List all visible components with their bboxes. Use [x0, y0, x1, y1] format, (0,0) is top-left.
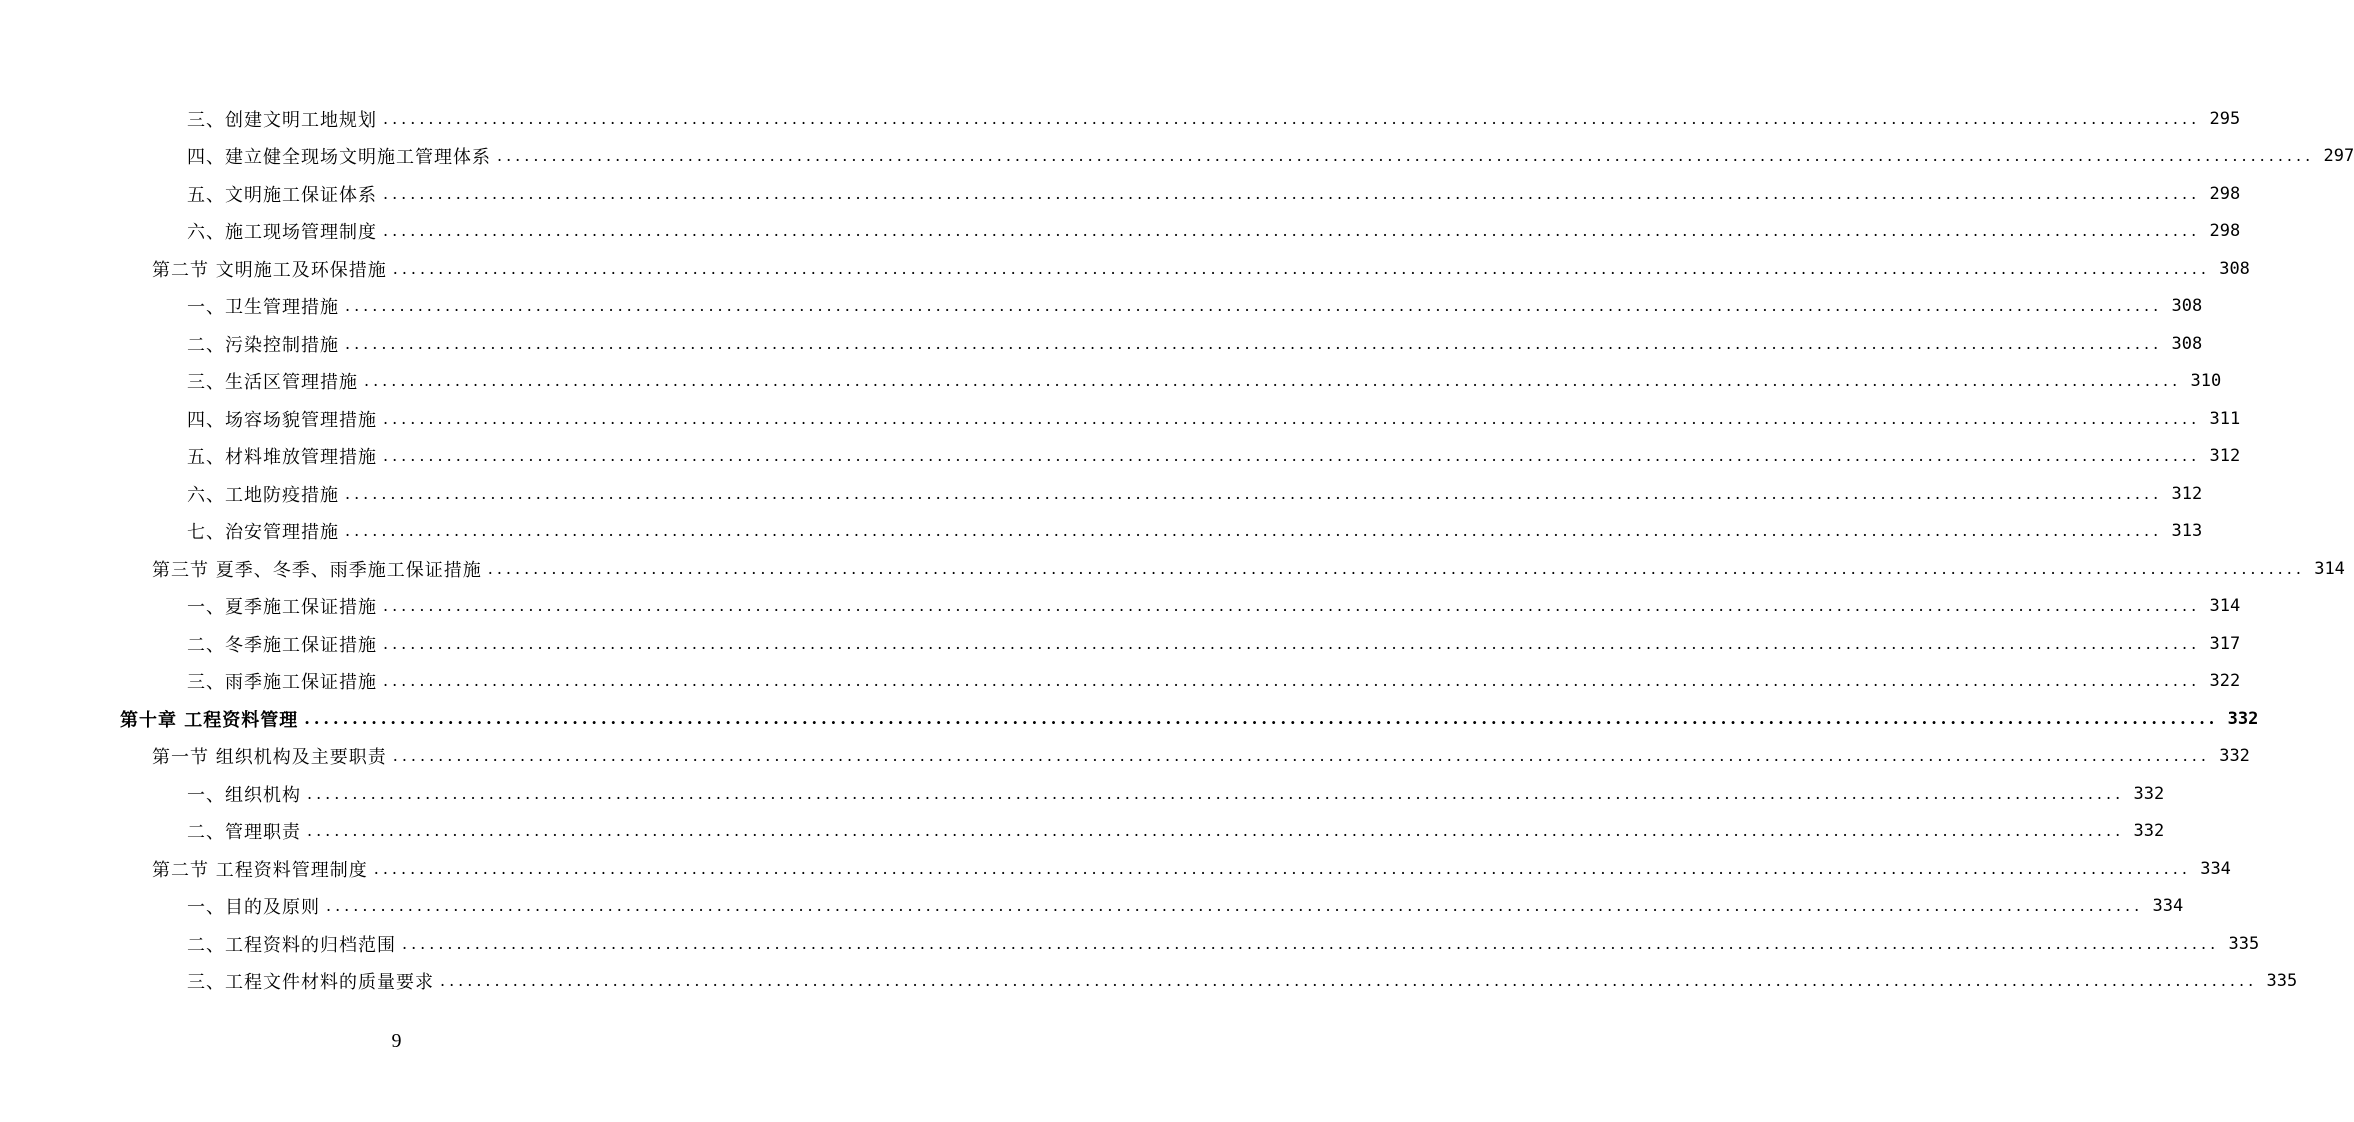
- toc-entry-title: 六、施工现场管理制度: [187, 222, 377, 244]
- toc-entry-title: 一、夏季施工保证措施: [187, 597, 377, 619]
- toc-dot-leader: ........................................................................................................................................................................................................: [307, 821, 2125, 841]
- toc-subsection-entry[interactable]: [0, 438, 2241, 476]
- toc-entry-page: 332: [2133, 783, 2165, 804]
- toc-dot-leader: ........................................................................................................................................................................................................: [487, 558, 2305, 578]
- toc-subsection-entry[interactable]: [0, 363, 2222, 401]
- toc-subsection-entry[interactable]: [0, 213, 2241, 251]
- toc-dot-leader: ........................................................................................................................................................................................................: [345, 333, 2163, 353]
- toc-subsection-entry[interactable]: [0, 400, 2241, 438]
- table-of-contents: [0, 100, 2354, 1000]
- toc-dot-leader: ........................................................................................................................................................................................................: [402, 933, 2220, 953]
- toc-subsection-entry[interactable]: [0, 325, 2203, 363]
- toc-entry-page: 314: [2209, 596, 2241, 617]
- toc-subsection-entry[interactable]: [0, 175, 2241, 213]
- toc-entry-title: 五、材料堆放管理措施: [187, 447, 377, 469]
- toc-chapter-entry[interactable]: [0, 700, 2259, 738]
- toc-entry-page: 308: [2171, 333, 2203, 354]
- toc-entry-title: 二、冬季施工保证措施: [187, 634, 377, 656]
- toc-dot-leader: ........................................................................................................................................................................................................: [345, 521, 2163, 541]
- toc-subsection-entry[interactable]: [0, 138, 2354, 176]
- toc-subsection-entry[interactable]: [0, 663, 2241, 701]
- toc-subsection-entry[interactable]: [0, 475, 2203, 513]
- toc-entry-page: 298: [2209, 183, 2241, 204]
- toc-subsection-entry[interactable]: [0, 588, 2241, 626]
- toc-entry-title: 一、目的及原则: [187, 897, 320, 919]
- toc-entry-title: 四、场容场貌管理措施: [187, 409, 377, 431]
- toc-section-entry[interactable]: [0, 250, 2250, 288]
- toc-entry-title: 第十章 工程资料管理: [120, 709, 299, 731]
- toc-dot-leader: ........................................................................................................................................................................................................: [383, 183, 2201, 203]
- toc-dot-leader: ........................................................................................................................................................................................................: [383, 446, 2201, 466]
- toc-dot-leader: ........................................................................................................................................................................................................: [345, 483, 2163, 503]
- toc-dot-leader: ........................................................................................................................................................................................................: [326, 896, 2144, 916]
- toc-subsection-entry[interactable]: [0, 625, 2241, 663]
- toc-entry-page: 297: [2323, 146, 2354, 167]
- toc-entry-page: 311: [2209, 408, 2241, 429]
- toc-subsection-entry[interactable]: [0, 888, 2184, 926]
- toc-entry-title: 二、工程资料的归档范围: [187, 934, 396, 956]
- toc-subsection-entry[interactable]: [0, 100, 2241, 138]
- toc-dot-leader: ........................................................................................................................................................................................................: [345, 296, 2163, 316]
- toc-entry-title: 五、文明施工保证体系: [187, 184, 377, 206]
- toc-entry-title: 七、治安管理措施: [187, 522, 339, 544]
- toc-entry-page: 334: [2152, 896, 2184, 917]
- toc-dot-leader: ........................................................................................................................................................................................................: [383, 108, 2201, 128]
- page-number: 9: [391, 1030, 402, 1052]
- toc-entry-page: 295: [2209, 108, 2241, 129]
- toc-entry-page: 332: [2227, 708, 2259, 729]
- toc-entry-title: 第二节 文明施工及环保措施: [152, 259, 387, 281]
- toc-dot-leader: ........................................................................................................................................................................................................: [440, 971, 2258, 991]
- toc-entry-page: 308: [2171, 296, 2203, 317]
- toc-entry-title: 六、工地防疫措施: [187, 484, 339, 506]
- toc-entry-page: 310: [2190, 371, 2222, 392]
- toc-section-entry[interactable]: [0, 738, 2250, 776]
- toc-section-entry[interactable]: [0, 850, 2231, 888]
- toc-subsection-entry[interactable]: [0, 288, 2203, 326]
- toc-dot-leader: ........................................................................................................................................................................................................: [392, 258, 2210, 278]
- toc-dot-leader: ........................................................................................................................................................................................................: [364, 371, 2182, 391]
- toc-dot-leader: ........................................................................................................................................................................................................: [383, 596, 2201, 616]
- toc-entry-page: 332: [2219, 746, 2250, 767]
- toc-entry-page: 322: [2209, 671, 2241, 692]
- toc-entry-title: 二、管理职责: [187, 822, 301, 844]
- toc-dot-leader: ........................................................................................................................................................................................................: [392, 746, 2210, 766]
- toc-section-entry[interactable]: [0, 550, 2345, 588]
- toc-entry-page: 334: [2200, 858, 2231, 879]
- toc-subsection-entry[interactable]: [0, 963, 2298, 1001]
- toc-dot-leader: ........................................................................................................................................................................................................: [383, 408, 2201, 428]
- toc-subsection-entry[interactable]: [0, 813, 2165, 851]
- toc-entry-title: 三、创建文明工地规划: [187, 109, 377, 131]
- toc-dot-leader: ........................................................................................................................................................................................................: [307, 783, 2125, 803]
- toc-entry-title: 三、雨季施工保证措施: [187, 672, 377, 694]
- toc-entry-title: 一、组织机构: [187, 784, 301, 806]
- toc-entry-page: 335: [2266, 971, 2298, 992]
- toc-entry-page: 335: [2228, 933, 2260, 954]
- toc-entry-page: 308: [2219, 258, 2250, 279]
- toc-entry-page: 312: [2209, 446, 2241, 467]
- toc-dot-leader: ........................................................................................................................................................................................................: [497, 146, 2315, 166]
- toc-dot-leader: ........................................................................................................................................................................................................: [383, 633, 2201, 653]
- toc-entry-title: 第一节 组织机构及主要职责: [152, 747, 387, 769]
- toc-entry-title: 二、污染控制措施: [187, 334, 339, 356]
- toc-entry-title: 三、生活区管理措施: [187, 372, 358, 394]
- toc-entry-title: 第二节 工程资料管理制度: [152, 859, 368, 881]
- toc-entry-page: 313: [2171, 521, 2203, 542]
- toc-dot-leader: ........................................................................................................................................................................................................: [383, 671, 2201, 691]
- toc-entry-title: 第三节 夏季、冬季、雨季施工保证措施: [152, 559, 482, 581]
- toc-dot-leader: ........................................................................................................................................................................................................: [304, 708, 2219, 728]
- toc-dot-leader: ........................................................................................................................................................................................................: [373, 858, 2191, 878]
- toc-entry-title: 三、工程文件材料的质量要求: [187, 972, 434, 994]
- toc-entry-page: 312: [2171, 483, 2203, 504]
- toc-entry-page: 332: [2133, 821, 2165, 842]
- toc-entry-page: 314: [2314, 558, 2345, 579]
- toc-subsection-entry[interactable]: [0, 513, 2203, 551]
- toc-entry-page: 317: [2209, 633, 2241, 654]
- toc-subsection-entry[interactable]: [0, 925, 2260, 963]
- toc-subsection-entry[interactable]: [0, 775, 2165, 813]
- toc-entry-title: 一、卫生管理措施: [187, 297, 339, 319]
- toc-dot-leader: ........................................................................................................................................................................................................: [383, 221, 2201, 241]
- toc-entry-page: 298: [2209, 221, 2241, 242]
- toc-entry-title: 四、建立健全现场文明施工管理体系: [187, 147, 491, 169]
